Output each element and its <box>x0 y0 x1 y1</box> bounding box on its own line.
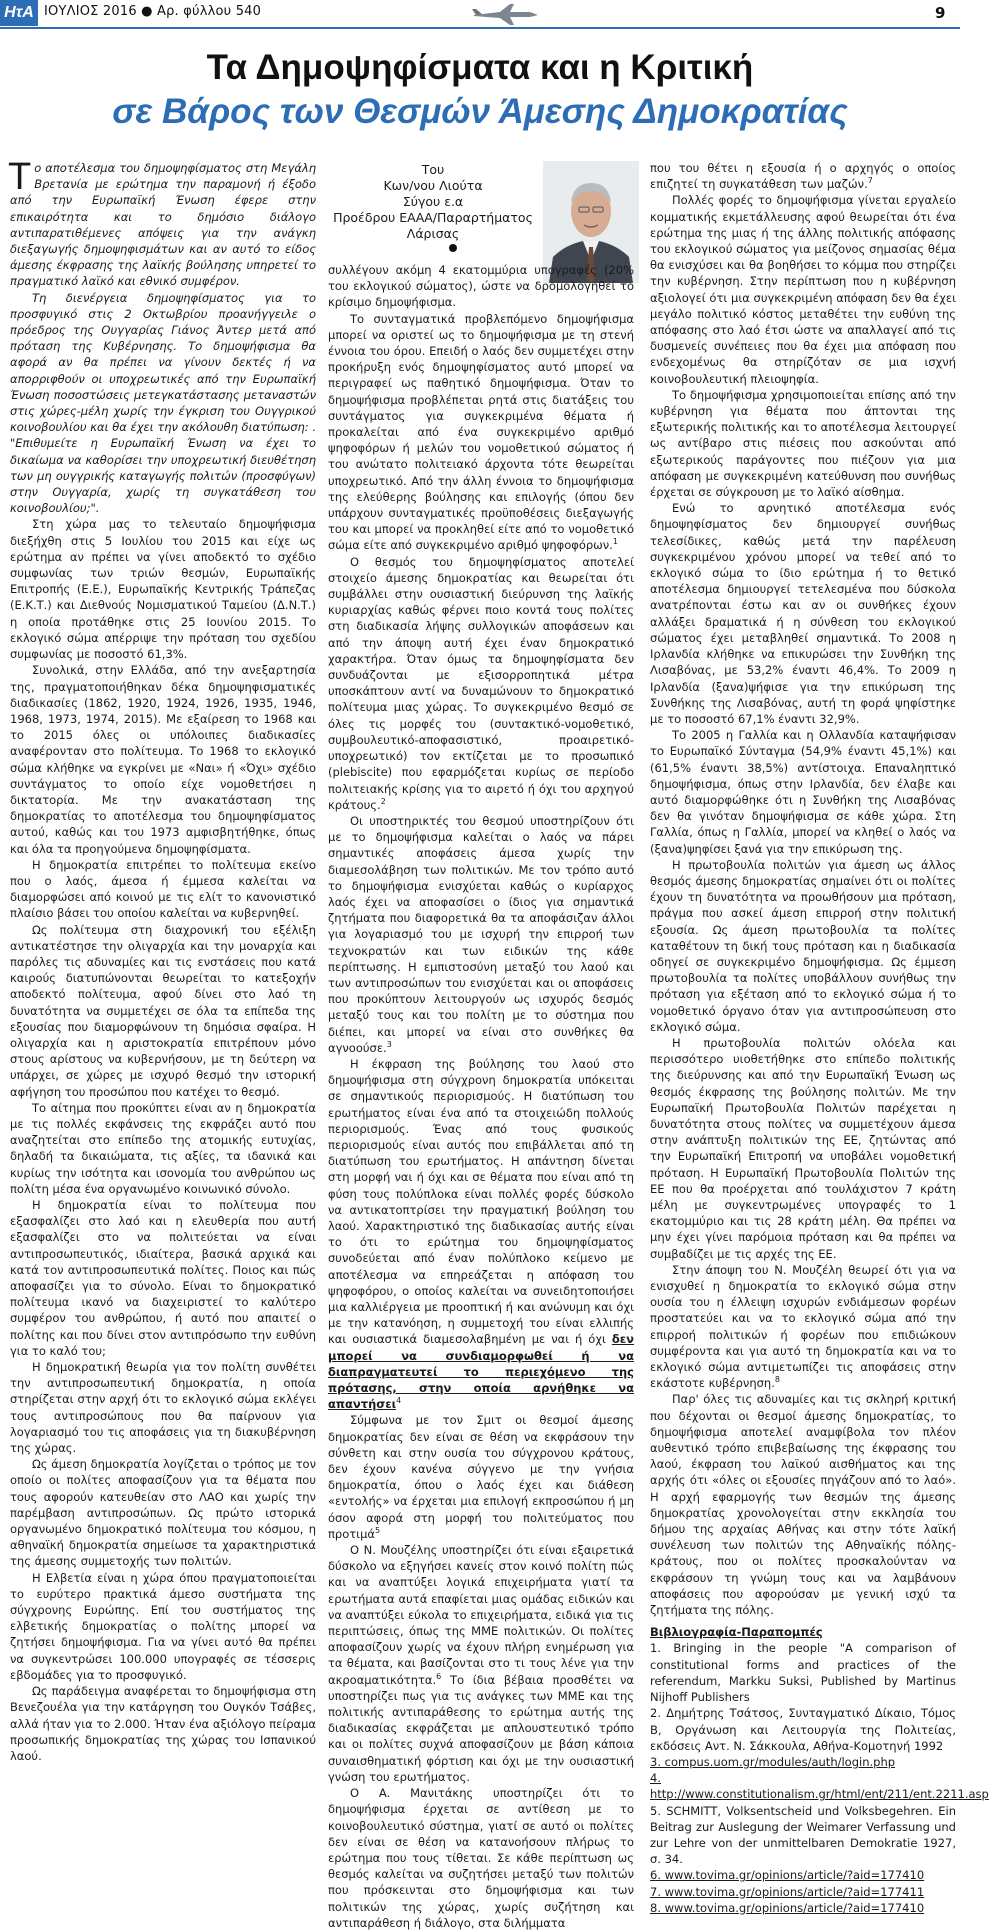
separator-dot <box>449 244 457 252</box>
bib-link[interactable]: 8. www.tovima.gr/opinions/article/?aid=177410 <box>650 1900 925 1915</box>
paragraph: Η έκφραση της βούλησης του λαού στο δημοψήφισμα στη σύγχρονη δημοκρατία υπόκειται σε σημαντικούς περιορισμούς. Η διατύπωση του ερωτήματος είναι ένα από τα στοιχειώδη πολλούς περιορισμούς. Ένας από τους φυσικούς περιορισμούς είναι αυτός που επιβάλλεται από τη διατύπωση του ερωτήματος. Η απάντηση δίνεται στη μορφή ναι ή όχι και σε θέματα που είναι από τη φύση τους πολύπλοκα είναι πολλές φορές δύσκολο να αντικατοπτρίσει την πραγματική βούληση του λαού. Χαρακτηριστικό της διαδικασίας αυτής είναι το ότι το ερώτημα του δημοψηφίσματος συνοδεύεται από έναν πολύπλοκο κείμενο με αποτέλεσμα να επηρεάζεται η απόφαση του ψηφοφόρου, ο οποίος καλείται να συνειδητοποιήσει μια καλλιέργεια με προοπτική ή και ανώνυμη και όχι με την κατανόηση, η συμμετοχή του είναι ελλιπής και ουσιαστικά διαμεσολαβημένη με ναι ή όχι δεν μπορεί να συνδιαμορφωθεί ή να διαπραγματευτεί το περιεχόμενο της πρότασης, στην οποία αρνήθηκε να απαντήσει$^4$ <box>328 1056 634 1412</box>
author-role: Προέδρου ΕΑΑΑ/Παραρτήματος Λάρισας <box>333 210 533 241</box>
author-prefix: Του <box>421 162 445 177</box>
bibliography <box>650 1624 989 1916</box>
bib-entry: 5. SCHMITT, Volksentscheid und Volksbegehren. Ein Beitrag zur Auslegung der Weimarer Verfassung und zur Lehre von der unmittelbaren Demokratie 1927, σ. 34. <box>650 1803 956 1867</box>
paragraph: Ο Ν. Μουζέλης υποστηρίζει ότι είναι εξαιρετικά δύσκολο να εξηγήσει κανείς στον κοινό πολίτη πώς και να αναπτύξει λογικά επιχειρήματα γιατί τα ερωτήματα αυτά επαφίεται μιας ομάδας ειδικών και να αναπτύξει εύκολα το επιχειρήματα, ειδικά για τις περιπτώσεις, όπως της ΜΜΕ πολιτικών. Οι πολίτες αποφασίζουν χωρίς να έχουν πλήρη ενημέρωση για τα θέματα, και βασίζονται στο τι τους λένε για την ακροαματικότητα.$^6$ Το ίδια βέβαια προσθέτει να υποστηρίζει πως για τις ανάγκες των ΜΜΕ και της πολιτικής αντιπαράθεσης το ερώτημα αυτής της διαδικασίας εκφράζεται με απλουστευτικό τρόπο και οι πολίτες συχνά αποφασίζουν με βάση κάποια συναισθηματική φόρτιση και όχι με την ουσιαστική γνώση του ερωτήματος. <box>328 1543 634 1784</box>
article-column-2 <box>328 262 634 1930</box>
article-column-3 <box>650 160 989 1915</box>
bibliography-title: Βιβλιογραφία-Παραπομπές <box>650 1625 823 1640</box>
paragraph: Παρ' όλες τις αδυναμίες και τις σκληρή κριτική που δέχονται οι θεσμοί άμεσης δημοκρατίας, το δημοψήφισμα αποτελεί αναμφίβολα τον πλέον αυθεντικό τρόπο επιβεβαίωσης της έκφρασης του λαού, έκφραση του λαϊκού αισθήματος και της αρχής ότι «όλες οι εξουσίες πηγάζουν από το λαό». Η αρχή εφαρμογής των θεσμών της άμεσης δημοκρατίας χρονολογείται στην εκκλησία του δήμου της αρχαίας Αθήνας και στην τότε λαϊκή συνέλευση των πολιτών της Αθηναϊκής πόλης-κράτους, που οι πολίτες προσκαλούνταν να εκφράσουν τη γνώμη τους και να λαμβάνουν αποφάσεις που αφορούσαν με γενική ισχύ τα ζητήματα της πόλης. <box>650 1392 956 1618</box>
bib-link[interactable]: 4. http://www.constitutionalism.gr/html/ent/211/ent.2211.asp <box>650 1771 989 1802</box>
article-title: Τα Δημοψηφίσματα και η Κριτική <box>206 48 754 87</box>
author-rank: Σύγου ε.α <box>402 194 464 209</box>
paragraph: Η δημοκρατία επιτρέπει το πολίτευμα εκείνο που ο λαός, άμεσα ή έμμεσα καλείται να διαμορφώσει από κοινού με τις ελίτ το κανονιστικό πλαίσιο βάσει του οποίου καλείται να κυβερνηθεί. <box>10 857 316 921</box>
paragraph: Πολλές φορές το δημοψήφισμα γίνεται εργαλείο κομματικής εκμετάλλευσης αφού θεωρείται ότι ένα ερώτημα της μιας ή της άλλης πολιτικής απόφασης του εκλογικού σώματος για μείζονος σημασίας θέμα θα ενισχύσει και θα βοηθήσει το κόμμα που στηρίζει την κυβέρνηση. Στην περίπτωση που η κυβέρνηση αξιολογεί ότι μια συγκεκριμένη απόφαση δεν θα έχει μεγάλο πολιτικό κόστος μεταθέτει την ευθύνη της απόφασης στο λαό έτσι ώστε να απαλλαγεί από τις δυσμενείς συνέπειες που θα έχει μια απόφαση που ενδεχομένως θα στηρίζόταν σε μια ισχνή κοινοβουλευτική πλειοψηφία. <box>650 193 956 386</box>
paragraph: Η Ελβετία είναι η χώρα όπου πραγματοποιείται το ευρύτερο πρακτικά άμεσο συστήματα της σύγχρονης Ευρώπης. Επί του συστήματος της ελβετικής δημοκρατίας ο πολίτης μπορεί να ζητήσει δημοψήφισμα. Για να γίνει αυτό θα πρέπει να συγκεντρώσει 100.000 υπογραφές σε τέσσερις εβδομάδες για το προσφυγικό. <box>10 1570 316 1682</box>
paragraph: Ως άμεση δημοκρατία λογίζεται ο τρόπος με τον οποίο οι πολίτες αποφασίζουν για τα θέματα που τους αφορούν κατευθείαν στο ΛΑΟ και χωρίς την παρέμβαση αντιπροσώπων. Ως πρώτο ιστορικά οργανωμένο δημοκρατικό πολίτευμα του κόσμου, η αθηναϊκή δημοκρατία σημείωσε τα χαρακτηριστικά της άμεσης συμμετοχής των πολιτών. <box>10 1457 316 1569</box>
paragraph: Οι υποστηρικτές του θεσμού υποστηρίζουν ότι με το δημοψήφισμα καλείται ο λαός να πάρει σημαντικές αποφάσεις άμεσα χωρίς την διαμεσολάβηση των πολιτικών. Με τον τρόπο αυτό το δημοψήφισμα ενισχύεται καθώς ο κυρίαρχος λαός έχει να αποφασίσει ο ίδιος για σημαντικά ζητήματα που διαφορετικά θα τα αποφάσιζαν άλλοι για λογαριασμό του με ισχυρή την επιρροή των τεχνοκρατών και των ειδικών της κάθε περίπτωσης. Η εμπιστοσύνη μεταξύ του λαού και των αντιπροσώπων του ενισχύεται και οι αποφάσεις που προκύπτουν λειτουργούν ως ισχυρός δεσμός μεταξύ τους και του πολίτη με το σύστημα που διέπει, και μπορεί να είναι στο συνθήκες θα αγνοούσε.$^3$ <box>328 813 634 1055</box>
paragraph: Το 2005 η Γαλλία και η Ολλανδία καταψήφισαν το Ευρωπαϊκό Σύνταγμα (54,9% έναντι 45,1%) και (61,5% έναντι 38,5%) αντίστοιχα. Επαναληπτικό δημοψήφισμα, όπως στην Ιρλανδία, δεν έλαβε και αυτό διαμορφώθηκε ότι η Συνθήκη της Λισαβόνας δεν θα γινόταν δημοψήφισμα σε κάθε χώρα. Στη Γαλλία, όπως η Γαλλία, μπορεί να κληθεί ο λαός να (ξανα)ψηφίσει ξανά για την επικύρωση της. <box>650 728 956 856</box>
issue-info: ΙΟΥΛΙΟΣ 2016 ● Αρ. φύλλου 540 <box>44 4 262 19</box>
paragraph: Στην άποψη του Ν. Μουζέλη θεωρεί ότι για να ενισχυθεί η δημοκρατία το εκλογικό σώμα στην ουσία του η έλλειψη ισχυρών ενδιάμεσων φορέων προστατεύει και να το εκλογικό σώμα από την επιρροή πολιτικών ή φορέων που επιδιώκουν συμφέροντα και για αυτό τη δημοκρατία και να το εκλογικό σώμα αντιμετωπίζει τις αποφάσεις στην εκάστοτε κυβέρνηση.$^8$ <box>650 1262 956 1391</box>
bib-entry: 1. Bringing in the people "A comparison of constitutional forms and practices of the referendum, Markku Suksi, Published by Martinus Nijhoff Publishers <box>650 1641 956 1705</box>
bib-link[interactable]: 3. compus.uom.gr/modules/auth/login.php <box>650 1754 896 1769</box>
magazine-logo: ΗτΑ <box>0 0 38 26</box>
paragraph: Το δημοψήφισμα χρησιμοποιείται επίσης από την κυβέρνηση για θέματα που άπτονται της εξωτερικής πολιτικής και το αποτέλεσμα λειτουργεί ως αντίβαρο στις πιέσεις που ασκούνται από εξωτερικούς παράγοντες που πιέζουν για μια απόφαση με συγκεκριμένη κατεύθυνση που συνήθως έρχεται σε σύγκρουση με το λαϊκό αίσθημα. <box>650 387 956 500</box>
paragraph: Η δημοκρατική θεωρία για τον πολίτη συνθέτει την αντιπροσωπευτική δημοκρατία, η οποία στηρίζεται στην αρχή ότι το εκλογικό σώμα εκλέγει τους αντιπροσώπους που θα παίρνουν για λογαριασμό του τις αποφάσεις για τη διακυβέρνηση της χώρας. <box>10 1360 316 1456</box>
header-divider <box>0 27 960 29</box>
paragraph: Το συνταγματικά προβλεπόμενο δημοψήφισμα μπορεί να οριστεί ως το δημοψήφισμα με τη στενή έννοια του όρου. Επειδή ο λαός δεν συμμετέχει στην προκήρυξη ενός δημοψηφίσματος αυτό μπορεί να περιγραφεί ως παθητικό δημοψήφισμα. Όταν το δημοψήφισμα προβλέπεται ρητά στις διατάξεις του συντάγματος για συγκεκριμένα θέματα ή προκαλείται από ένα συγκεκριμένο αριθμό ψηφοφόρων ή μελών του νομοθετικού σώματος ή του ανώτατο πολιτειακό άρχοντα τότε θεωρείται υποχρεωτικό. Από την άλλη έννοια το δημοψήφισμα της ελεύθερης βούλησης και επιλογής (όπου δεν υπάρχουν συνταγματικές προϋποθέσεις διεξαγωγής του και μπορεί να προκληθεί είτε από το νομοθετικό σώμα είτε από συγκεκριμένο αριθμό ψηφοφόρων.$^1$ <box>328 311 634 553</box>
paragraph: Η πρωτοβουλία πολιτών ολόελα και περισσότερο υιοθετήθηκε στο επίπεδο πολιτικής της διεύρυνσης και από την Ευρωπαϊκή Ένωση ως θεσμός έκφρασης της βούλησης πολιτών. Με την Ευρωπαϊκή Πρωτοβουλία Πολιτών παρέχεται η δυνατότητα στους πολίτες να συμμετέχουν άμεσα στην ανάπτυξη πολιτικών της ΕΕ, ζητώντας από την Ευρωπαϊκή Επιτροπή να υποβάλει νομοθετική πρόταση. Η Ευρωπαϊκή Πρωτοβουλία Πολιτών της ΕΕ που θα προέρχεται από τουλάχιστον 7 κράτη μέλη με συγκεντρωμένες υπογραφές το 1 εκατομμύριο και τις 28 κράτη μέλη. Θα πρέπει να μην έχει γίνει παρόμοια πρόταση και θα πρέπει να συμβαδίζει με τις αρχές της ΕΕ. <box>650 1035 956 1261</box>
paragraph: Ενώ το αρνητικό αποτέλεσμα ενός δημοψηφίσματος δεν δημιουργεί συνήθως τελεσίδικες, καθώς μετά την παρέλευση συγκεκριμένου χρόνου μπορεί να τεθεί από το εκλογικό σώμα το ίδιο ερώτημα ή το θετικό αποτέλεσμα δημιουργεί τετελεσμένα που δύσκολα ανατρέπονται έστω και αν οι συνθήκες έχουν αλλάξει δραματικά ή η σύνθεση του εκλογικού σώματος έχει μεταβληθεί σημαντικά. Το 2008 η Ιρλανδία κλήθηκε να επικυρώσει την Συνθήκη της Λισαβόνας, με 53,2% έναντι 46,4%. Το 2009 η Ιρλανδία (ξανα)ψήφισε για την επικύρωση της Συνθήκης της Λισαβόνας, αυτή τη φορά ψηφίστηκε με το ποσοστό 67,1% έναντι 32,9%. <box>650 501 956 726</box>
page-number: 9 <box>935 4 946 22</box>
page-header <box>0 0 960 30</box>
drop-cap: Τ <box>8 156 32 198</box>
author-name: Κων/νου Λιούτα <box>383 178 483 193</box>
paragraph: Ως παράδειγμα αναφέρεται το δημοψήφισμα στη Βενεζουέλα για την κατάργηση του Ουγκόν Τσάβες, αλλά ήταν για το 2.000. Ήταν ένα αξιόλογο πείραμα προσωπικής δημοκρατίας της χώρας του Ισπανικού λαού. <box>10 1684 316 1763</box>
paragraph: Ο Α. Μανιτάκης υποστηρίζει ότι το δημοψήφισμα έρχεται σε αντίθεση με το κοινοβουλευτικό σύστημα, γιατί σε αυτό οι πολίτες δεν είναι σε θέση να κατανοήσουν πλήρως το ερώτημα που τους τίθεται. Σε κάθε περίπτωση ως θεσμός καλείται να συζητήσει μεταξύ των πολιτών που πρόσκεινται στο δημοψήφισμα και των πολιτικών της χώρας, χωρίς συζήτηση και αντιπαράθεση ή διάλογο, στα διλήμματα <box>328 1786 634 1930</box>
emphasis-text: δεν μπορεί να συνδιαμορφωθεί ή να διαπραγματευτεί το περιεχόμενο της πρότασης, στην οποία αρνήθηκε να απαντήσει <box>328 1332 634 1412</box>
paragraph: Τη διενέργεια δημοψηφίσματος για το προσφυγικό στις 2 Οκτωβρίου προανήγγειλε ο πρόεδρος της Ουγγαρίας Γιάνος Άντερ μετά από πρόταση της Κυβέρνησης. Το δημοψήφισμα θα αφορά αν θα πρέπει να γίνουν δεκτές ή να απορριφθούν οι υποχρεωτικές από την Ευρωπαϊκή Ένωση ποσοστώσεις μετεγκατάστασης μεταναστών στις χώρες-μέλη χωρίς την έγκριση του Ουγγρικού κοινοβουλίου και θα έχει την ακόλουθη διατύπωση: . "Επιθυμείτε η Ευρωπαϊκή Ένωση να έχει το δικαίωμα να καθορίσει την υποχρεωτική διευθέτηση των μη ουγγρικής καταγωγής πολιτών (προσφύγων) στην Ουγγαρία, χωρίς τη συγκατάθεση του κοινοβουλίου;". <box>10 290 316 516</box>
paragraph: Σύμφωνα με τον Σμιτ οι θεσμοί άμεσης δημοκρατίας δεν είναι σε θέση να εκφράσουν την σύνθετη και στην ουσία του σύγχρονου κράτους, δεν έχουν κανένα σύγγενο με την γνήσια δημοκρατία, όπου ο λαός έχει και διάθεση «εντολής» να έρχεται μια επιλογή εκπροσώπου ή μη όσον αφορά στη μορφή του πολιτεύματος που προτιμά$^5$ <box>328 1413 634 1541</box>
paragraph: Ο θεσμός του δημοψηφίσματος αποτελεί στοιχείο άμεσης δημοκρατίας και θεωρείται ότι συμβάλλει στην ουσιαστική διεύρυνση της λαϊκής κυριαρχίας καθώς φέρνει ποιο κοντά τους πολίτες στη διαδικασία λήψης συλλογικών αποφάσεων και από την άποψη αυτή έχει έναν δημοκρατικό χαρακτήρα. Όταν όμως τα δημοψηφίσματα δεν συνδυάζονται με εξισορροπητικά μέτρα υποσκάπτουν αντί να δυναμώνουν το δημοκρατικό πολίτευμα μιας χώρας. Το συγκεκριμένο θεσμό σε όλες τις μορφές του (συντακτικό-νομοθετικό, συμβουλευτικό-αποφασιστικό, προαιρετικό-υποχρεωτικό) τον εκτίζεται με το προσωπικό (plebiscite) που εφαρμόζεται κυρίως σε περίοδο πολιτειακής κρίσης για το αιρετό ή όχι του αρχηγού κράτους.$^2$ <box>328 554 634 812</box>
paragraph: συλλέγουν ακόμη 4 εκατομμύρια υπογραφές (20% του εκλογικού σώματος), ώστε να δρομολογηθεί το κρίσιμο δημοψήφισμα. <box>328 263 634 310</box>
bib-link[interactable]: 7. www.tovima.gr/opinions/article/?aid=177411 <box>650 1884 925 1899</box>
fighter-jet-icon <box>470 0 542 28</box>
article-column-1 <box>8 156 316 1763</box>
paragraph: Ως πολίτευμα στη διαχρονική του εξέλιξη αντικατέστησε την ολιγαρχία και την μοναρχία και παρόλες τις αδυναμίες και τις ενστάσεις που κατά καιρούς διατυπώνονται θεωρείται το κατεξοχήν αποδεκτό πολίτευμα, αφού δίνει στο λαό τη δυνατότητα να συμμετέχει σε όλα τα επίπεδα της εξουσίας που διαμορφώνουν τη δημόσια σφαίρα. Η ολιγαρχία και η αριστοκρατία επιτρέπουν μόνο στους αρίστους να κυβερνήσουν, με τη δεύτερη να υπάρχει, σε χώρες με ισχυρό θεσμό την ιστορική αφήγηση του προσώπου που κατέχει το θεσμό. <box>10 922 316 1099</box>
paragraph: που του θέτει η εξουσία ή ο αρχηγός ο οποίος επιζητεί τη συγκατάθεση των μαζών.$^7$ <box>650 161 956 192</box>
paragraph: Συνολικά, στην Ελλάδα, από την ανεξαρτησία της, πραγματοποιήθηκαν δέκα δημοψηφισματικές διαδικασίες (1862, 1920, 1924, 1926, 1935, 1946, 1968, 1973, 1974, 2015). Με εξαίρεση το 1968 και το 2015 όλες οι υπόλοιπες διαδικασίες αναφέρονταν στο πολίτευμα. Το 1968 το εκλογικό σώμα κλήθηκε να εγκρίνει με «Ναι» ή «Όχι» σχέδιο συντάγματος το οποίο είχε νομοθετήσει η δικτατορία. Με την ανακατάσταση της δημοκρατίας το αποτέλεσμα του δημοψηφίσματος αυτού, καθώς και του 1973 αμφισβητήθηκε, όπως και όλα τα προηγούμενα δημοψηφίσματα. <box>10 663 316 856</box>
paragraph: Η πρωτοβουλία πολιτών για άμεση ως άλλος θεσμός άμεσης δημοκρατίας σημαίνει ότι οι πολίτες έχουν τη δυνατότητα να προωθήσουν μια πρόταση, πράγμα που ασκεί άμεση επιρροή στην πολιτική εξουσία. Ως άμεση πρωτοβουλία τα πολίτες καταθέτουν τη δική τους πρόταση και η διαδικασία οδηγεί σε συγκεκριμένο δημοψήφισμα. Ως έμμεση πρωτοβουλία τα πολίτες υποβάλλουν συνήθως την πρόταση για εξέταση από το εκλογικό σώμα ή το νομοθετικό όργανο όταν για αντιπροσώπευση στο εκλογικό σώμα. <box>650 857 956 1034</box>
paragraph: Το αίτημα που προκύπτει είναι αν η δημοκρατία με τις πολλές εκφάνσεις της εκφράζει αυτό που αναζητείται στο επίπεδο της ατομικής ευτυχίας, δηλαδή τα δικαιώματα, τις αξίες, τα ιδανικά και κυρίως την ισότητα και ισονομία του ανθρώπου ως πολίτη μέσα ένα οργανωμένο κοινωνικό σύνολο. <box>10 1100 316 1196</box>
bib-entry: 2. Δημήτρης Τσάτσος, Συνταγματικό Δίκαιο, Τόμος Β, Οργάνωση και Λειτουργία της Πολιτείας, εκδόσεις Αντ. Ν. Σάκκουλα, Αθήνα-Κομοτηνή 1992 <box>650 1706 956 1753</box>
intro-paragraph: Το αποτέλεσμα του δημοψηφίσματος στη Μεγάλη Βρετανία με ερώτημα την παραμονή ή έξοδο από την Ευρωπαϊκή Ένωση έφερε στην επικαιρότητα και το δημόσιο διάλογο αντιπαρατιθέμενες απόψεις για την ανάγκη διεξαγωγής δημοψηφισμάτων και αν αυτό το είδος άμεσης έκφρασης της λαϊκής βούλησης υπηρετεί το πραγματικό λαϊκό και εθνικό συμφέρον. <box>8 156 316 289</box>
bib-link[interactable]: 6. www.tovima.gr/opinions/article/?aid=177410 <box>650 1868 925 1883</box>
author-block <box>328 162 538 242</box>
paragraph: Η δημοκρατία είναι το πολίτευμα που εξασφαλίζει στο λαό και η ελευθερία που αυτή εξασφαλίζει στο να πολιτεύεται να είναι αντιπροσωπευτικός, ιδιαίτερα, βασικά αρχικά και κατά τον αντιπροσωπευτικά πολίτες. Ποιος και πώς αποφασίζει για το σύνολο. Είναι το δημοκρατικό πολίτευμα ικανό να διαχειριστεί το καλύτερο συμφέρον του ανθρώπου, ή αυτό που απαιτεί ο πολίτης και που δίνει στον αντιπρόσωπο την ευθύνη για το καλό του; <box>10 1198 316 1358</box>
article-subtitle: σε Βάρος των Θεσμών Άμεσης Δημοκρατίας <box>112 92 848 131</box>
paragraph: Στη χώρα μας το τελευταίο δημοψήφισμα διεξήχθη στις 5 Ιουλίου του 2015 και είχε ως ερώτημα αν πρέπει να γίνει αποδεκτό το σχέδιο συμφωνίας των τριών θεσμών, Ευρωπαϊκής Επιτροπής (Ε.Ε.), Ευρωπαϊκής Κεντρικής Τράπεζας (Ε.Κ.Τ.) και Διεθνούς Νομισματικού Ταμείου (Δ.Ν.Τ.) η οποία προτάθηκε στις 25 Ιουνίου 2015. Το εκλογικό σώμα απέρριψε την πρόταση του σχεδίου συμφωνίας με ποσοστό 61,3%. <box>10 517 316 662</box>
